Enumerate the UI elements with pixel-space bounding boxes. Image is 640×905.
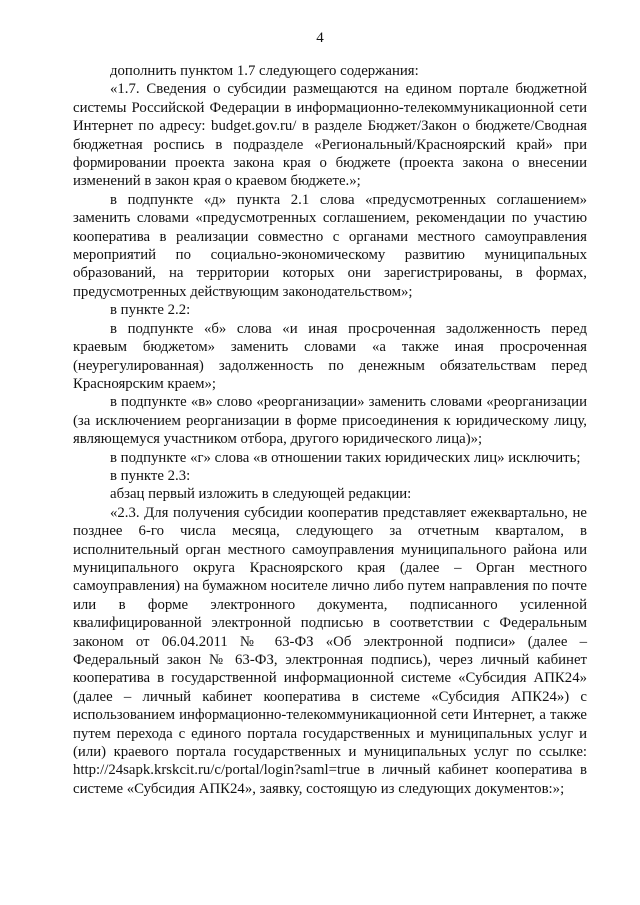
document-body	[73, 62, 587, 798]
paragraph: «2.3. Для получения субсидии кооператив представляет ежеквартально, не позднее 6-го числа месяца, следующего за отчетным кварталом, в исполнительный орган местного самоуправления муниципального района или муниципального округа Красноярского края (далее – Орган местного самоуправления) на бумажном носителе лично либо путем направления по почте или в форме электронного документа, подписанного усиленной квалифицированной электронной подписью в соответствии с Федеральным законом от 06.04.2011 № 63-ФЗ «Об электронной подписи» (далее – Федеральный закон № 63-ФЗ, электронная подпись), через личный кабинет кооператива в государственной информационной системе «Субсидия АПК24» (далее – личный кабинет кооператива в системе «Субсидия АПК24») с использованием информационно-телекоммуникационной сети Интернет, а также путем перехода с единого портала государственных и муниципальных услуг и (или) краевого портала государственных и муниципальных услуг по ссылке: http://24sapk.krskcit.ru/c/portal/login?saml=true в личный кабинет кооператива в системе «Субсидия АПК24», заявку, состоящую из следующих документов:»;	[73, 504, 587, 797]
paragraph: абзац первый изложить в следующей редакции:	[110, 486, 412, 503]
paragraph: в пункте 2.2:	[110, 302, 191, 319]
paragraph: в пункте 2.3:	[110, 467, 191, 484]
paragraph: дополнить пунктом 1.7 следующего содержания:	[110, 63, 419, 79]
paragraph: в подпункте «б» слова «и иная просроченная задолженность перед краевым бюджетом» заменить словами «а также иная просроченная (неурегулированная) задолженность по денежным обязательствам перед Красноярским краем»;	[73, 320, 587, 392]
paragraph: в подпункте «д» пункта 2.1 слова «предусмотренных соглашением» заменить словами «предусмотренных соглашением, рекомендации по участию кооператива в реализации совместно с органами местного самоуправления мероприятий по социально-экономическому развитию муниципальных образований, на территории которых они зарегистрированы, в формах, предусмотренных действующим законодательством»;	[73, 191, 587, 300]
paragraph: «1.7. Сведения о субсидии размещаются на едином портале бюджетной системы Российской Федерации в информационно-телекоммуникационной сети Интернет по адресу: budget.gov.ru/ в разделе Бюджет/Закон о бюджете/Сводная бюджетная роспись в подразделе «Региональный/Красноярский край» при формировании проекта закона края о бюджете (проекта закона о внесении изменений в закон края о краевом бюджете.»;	[73, 81, 587, 190]
page-number: 4	[316, 30, 324, 46]
paragraph: в подпункте «г» слова «в отношении таких юридических лиц» исключить;	[110, 449, 581, 466]
paragraph: в подпункте «в» слово «реорганизации» заменить словами «реорганизации (за исключением реорганизации в форме присоединения к юридическому лицу, являющемуся участником отбора, другого юридического лица)»;	[73, 394, 587, 448]
